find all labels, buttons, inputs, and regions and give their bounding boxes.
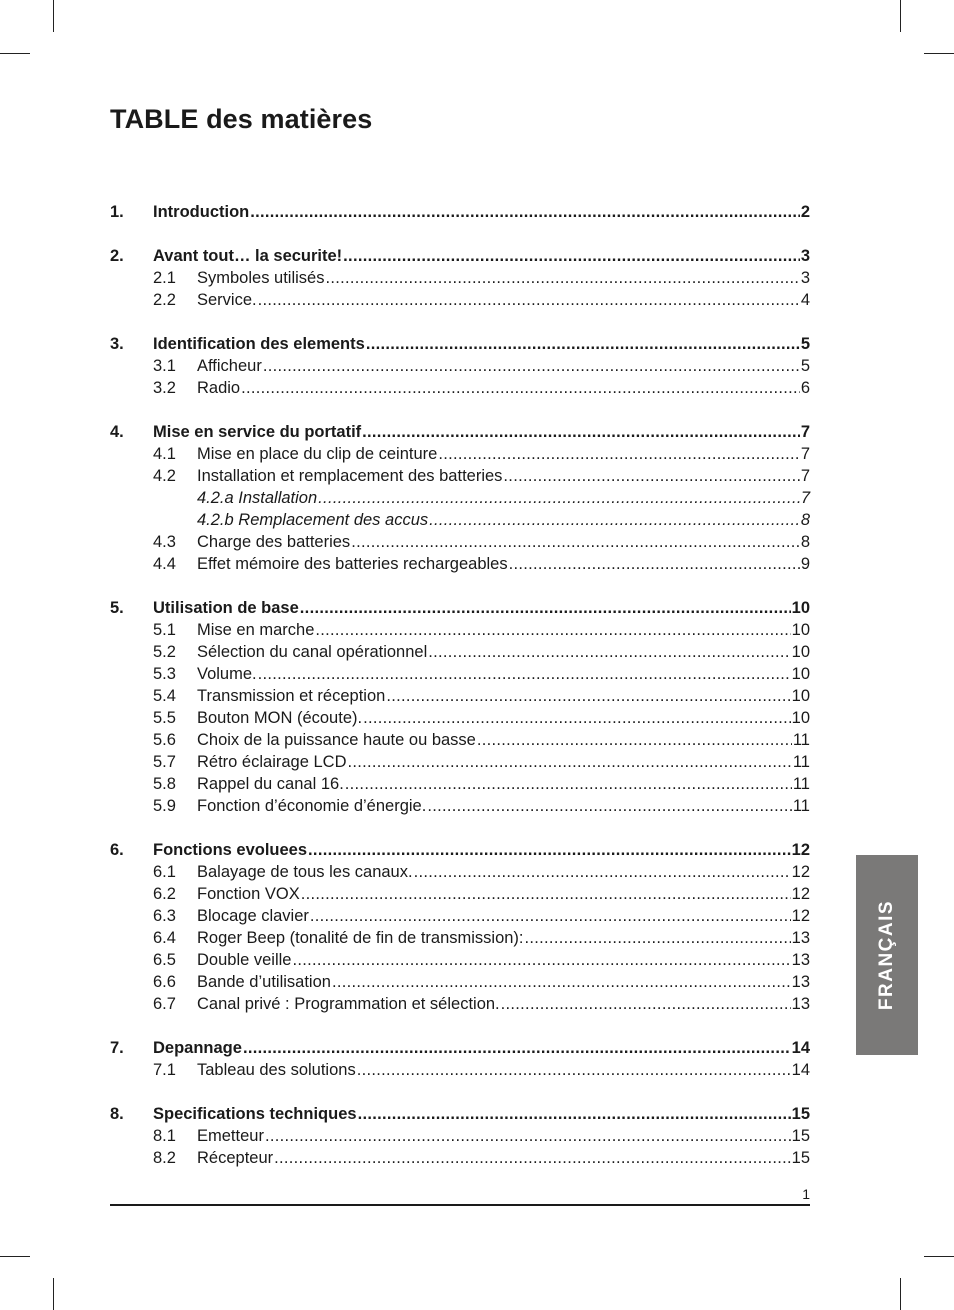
toc-entry — [110, 663, 810, 685]
toc-entry — [110, 905, 810, 927]
toc-entry-page: 14 — [791, 1061, 810, 1079]
table-of-contents — [110, 201, 810, 1169]
page-number: 1 — [802, 1186, 810, 1202]
toc-entry-number: 7. — [110, 1039, 124, 1057]
crop-mark — [0, 1256, 30, 1257]
dot-leader — [429, 509, 800, 531]
toc-entry-page: 10 — [791, 687, 810, 705]
dot-leader — [243, 1037, 791, 1059]
toc-entry-label: Afficheur — [197, 357, 262, 375]
dot-leader — [362, 421, 800, 443]
toc-entry-label: Sélection du canal opérationnel — [197, 643, 428, 661]
toc-entry-number: 4.3 — [153, 533, 176, 551]
toc-entry-page: 10 — [791, 599, 810, 617]
toc-entry-page: 4 — [800, 291, 810, 309]
toc-entry — [110, 971, 810, 993]
toc-entry-number: 7.1 — [153, 1061, 176, 1079]
toc-entry-page: 11 — [792, 753, 810, 771]
toc-entry-label: Utilisation de base — [153, 599, 299, 617]
dot-leader — [292, 949, 790, 971]
dot-leader — [351, 531, 800, 553]
dot-leader — [343, 245, 800, 267]
dot-leader — [301, 883, 791, 905]
toc-entry-label: 4.2.b Remplacement des accus — [197, 511, 429, 529]
toc-entry — [110, 443, 810, 465]
footer-rule — [110, 1204, 810, 1206]
toc-entry — [110, 1147, 810, 1169]
toc-entry — [110, 553, 810, 575]
toc-entry-page: 13 — [791, 929, 810, 947]
toc-entry — [110, 267, 810, 289]
toc-entry-number: 8.1 — [153, 1127, 176, 1145]
toc-entry — [110, 839, 810, 861]
dot-leader — [315, 619, 790, 641]
toc-entry-number: 6.2 — [153, 885, 176, 903]
dot-leader — [347, 751, 791, 773]
crop-mark — [53, 1278, 54, 1310]
toc-entry — [110, 861, 810, 883]
toc-entry-label: Choix de la puissance haute ou basse — [197, 731, 476, 749]
toc-entry-number: 3.1 — [153, 357, 176, 375]
toc-entry-label: Fonction d’économie d’énergie. — [197, 797, 427, 815]
dot-leader — [265, 1125, 791, 1147]
toc-entry-number: 5.2 — [153, 643, 176, 661]
toc-entry — [110, 509, 810, 531]
toc-entry-label: Roger Beep (tonalité de fin de transmission): — [197, 929, 524, 947]
toc-entry-label: Blocage clavier — [197, 907, 309, 925]
crop-mark — [53, 0, 54, 32]
toc-entry-page: 8 — [800, 533, 810, 551]
toc-entry-page: 14 — [791, 1039, 810, 1057]
toc-entry-page: 13 — [791, 951, 810, 969]
toc-entry-number: 6.3 — [153, 907, 176, 925]
language-tab-label: FRANÇAIS — [876, 899, 897, 1011]
toc-entry-page: 10 — [791, 709, 810, 727]
toc-entry-number: 2. — [110, 247, 124, 265]
toc-entry-label: Mise en marche — [197, 621, 315, 639]
toc-entry-label: Mise en service du portatif — [153, 423, 362, 441]
toc-entry-label: Récepteur — [197, 1149, 274, 1167]
dot-leader — [477, 729, 792, 751]
toc-entry-number: 8. — [110, 1105, 124, 1123]
dot-leader — [310, 905, 791, 927]
toc-entry — [110, 597, 810, 619]
dot-leader — [501, 993, 791, 1015]
toc-entry-page: 11 — [792, 797, 810, 815]
toc-entry-number: 5.1 — [153, 621, 176, 639]
dot-leader — [438, 443, 800, 465]
crop-mark — [0, 53, 30, 54]
toc-entry-label: Introduction — [153, 203, 250, 221]
toc-entry-number: 6. — [110, 841, 124, 859]
toc-entry — [110, 421, 810, 443]
toc-entry-page: 3 — [800, 269, 810, 287]
page-title: TABLE des matières — [110, 104, 373, 134]
toc-entry — [110, 355, 810, 377]
dot-leader — [345, 773, 792, 795]
toc-entry — [110, 333, 810, 355]
toc-entry-number: 5.8 — [153, 775, 176, 793]
toc-entry-number: 2.2 — [153, 291, 176, 309]
toc-entry-page: 9 — [800, 555, 810, 573]
toc-entry-label: Fonction VOX — [197, 885, 300, 903]
toc-entry-label: Effet mémoire des batteries rechargeables — [197, 555, 508, 573]
toc-entry-number: 3. — [110, 335, 124, 353]
toc-entry-number: 3.2 — [153, 379, 176, 397]
dot-leader — [414, 861, 791, 883]
dot-leader — [357, 1059, 791, 1081]
toc-entry — [110, 531, 810, 553]
dot-leader — [250, 201, 800, 223]
dot-leader — [427, 795, 792, 817]
toc-entry-page: 15 — [791, 1149, 810, 1167]
toc-entry-number: 5. — [110, 599, 124, 617]
toc-entry-page: 10 — [791, 665, 810, 683]
toc-entry — [110, 619, 810, 641]
toc-entry-number: 6.7 — [153, 995, 176, 1013]
dot-leader — [386, 685, 790, 707]
toc-entry-number: 8.2 — [153, 1149, 176, 1167]
toc-entry-number: 5.9 — [153, 797, 176, 815]
toc-entry-page: 13 — [791, 995, 810, 1013]
language-tab — [856, 855, 918, 1055]
toc-entry-number: 4.1 — [153, 445, 176, 463]
toc-entry — [110, 1103, 810, 1125]
toc-entry — [110, 883, 810, 905]
toc-entry — [110, 1037, 810, 1059]
toc-entry-label: Bande d’utilisation — [197, 973, 331, 991]
dot-leader — [363, 707, 791, 729]
toc-entry — [110, 465, 810, 487]
toc-entry-label: Rappel du canal 16. — [197, 775, 344, 793]
crop-mark — [924, 1256, 954, 1257]
dot-leader — [263, 355, 800, 377]
toc-entry-number: 4. — [110, 423, 124, 441]
toc-entry — [110, 949, 810, 971]
toc-entry-label: Service. — [197, 291, 257, 309]
dot-leader — [308, 839, 791, 861]
toc-entry-number: 4.2 — [153, 467, 176, 485]
dot-leader — [366, 333, 800, 355]
toc-entry-label: Installation et remplacement des batteries — [197, 467, 503, 485]
dot-leader — [258, 289, 800, 311]
toc-entry-page: 12 — [791, 841, 810, 859]
toc-entry — [110, 201, 810, 223]
toc-entry-number: 6.4 — [153, 929, 176, 947]
toc-entry-number: 5.5 — [153, 709, 176, 727]
toc-entry-label: Balayage de tous les canaux. — [197, 863, 413, 881]
toc-entry-label: Radio — [197, 379, 241, 397]
dot-leader — [525, 927, 791, 949]
toc-entry-page: 11 — [792, 775, 810, 793]
toc-entry — [110, 641, 810, 663]
toc-entry-label: Charge des batteries — [197, 533, 351, 551]
dot-leader — [428, 641, 790, 663]
dot-leader — [258, 663, 791, 685]
toc-entry-page: 2 — [800, 203, 810, 221]
toc-entry-page: 13 — [791, 973, 810, 991]
toc-entry-number: 6.1 — [153, 863, 176, 881]
toc-entry — [110, 927, 810, 949]
toc-entry-label: Symboles utilisés — [197, 269, 325, 287]
toc-entry-page: 12 — [791, 863, 810, 881]
toc-entry-number: 5.4 — [153, 687, 176, 705]
toc-entry-page: 7 — [800, 467, 810, 485]
toc-entry-page: 15 — [791, 1105, 810, 1123]
toc-entry-label: Volume. — [197, 665, 257, 683]
toc-entry-label: Emetteur — [197, 1127, 264, 1145]
toc-entry — [110, 1125, 810, 1147]
toc-entry-page: 6 — [800, 379, 810, 397]
dot-leader — [358, 1103, 791, 1125]
toc-entry-page: 7 — [800, 423, 810, 441]
dot-leader — [503, 465, 799, 487]
toc-entry-page: 5 — [800, 335, 810, 353]
toc-entry — [110, 245, 810, 267]
toc-entry — [110, 729, 810, 751]
crop-mark — [900, 0, 901, 32]
toc-entry-page: 3 — [800, 247, 810, 265]
dot-leader — [332, 971, 791, 993]
toc-entry-label: Rétro éclairage LCD — [197, 753, 347, 771]
crop-mark — [924, 53, 954, 54]
toc-entry-number: 6.5 — [153, 951, 176, 969]
dot-leader — [318, 487, 800, 509]
toc-entry-page: 10 — [791, 643, 810, 661]
toc-entry-page: 7 — [800, 489, 810, 507]
toc-entry-label: Specifications techniques — [153, 1105, 357, 1123]
toc-entry-number: 6.6 — [153, 973, 176, 991]
toc-entry-label: Fonctions evoluees — [153, 841, 308, 859]
toc-entry-number: 1. — [110, 203, 124, 221]
toc-entry — [110, 795, 810, 817]
dot-leader — [509, 553, 800, 575]
toc-entry-page: 8 — [800, 511, 810, 529]
toc-entry-number: 5.6 — [153, 731, 176, 749]
toc-entry-label: 4.2.a Installation — [197, 489, 318, 507]
toc-entry-page: 7 — [800, 445, 810, 463]
toc-entry-number: 2.1 — [153, 269, 176, 287]
dot-leader — [325, 267, 799, 289]
toc-entry — [110, 707, 810, 729]
toc-entry-label: Mise en place du clip de ceinture — [197, 445, 438, 463]
dot-leader — [241, 377, 800, 399]
toc-entry-label: Depannage — [153, 1039, 242, 1057]
toc-entry — [110, 377, 810, 399]
toc-entry — [110, 487, 810, 509]
dot-leader — [274, 1147, 791, 1169]
toc-entry — [110, 773, 810, 795]
toc-entry-page: 5 — [800, 357, 810, 375]
toc-entry-label: Bouton MON (écoute). — [197, 709, 363, 727]
toc-entry — [110, 751, 810, 773]
toc-entry-page: 12 — [791, 885, 810, 903]
toc-entry-page: 10 — [791, 621, 810, 639]
toc-entry-page: 11 — [792, 731, 810, 749]
toc-entry-number: 5.3 — [153, 665, 176, 683]
toc-entry-page: 15 — [791, 1127, 810, 1145]
toc-entry-label: Tableau des solutions — [197, 1061, 356, 1079]
toc-entry-number: 5.7 — [153, 753, 176, 771]
dot-leader — [300, 597, 791, 619]
toc-entry-label: Transmission et réception — [197, 687, 386, 705]
toc-entry — [110, 1059, 810, 1081]
toc-entry-label: Identification des elements — [153, 335, 365, 353]
toc-entry-number: 4.4 — [153, 555, 176, 573]
toc-entry — [110, 289, 810, 311]
crop-mark — [900, 1278, 901, 1310]
toc-entry-label: Avant tout… la securite! — [153, 247, 343, 265]
toc-entry-label: Double veille — [197, 951, 292, 969]
toc-entry — [110, 685, 810, 707]
toc-entry — [110, 993, 810, 1015]
toc-entry-label: Canal privé : Programmation et sélection. — [197, 995, 500, 1013]
toc-entry-page: 12 — [791, 907, 810, 925]
